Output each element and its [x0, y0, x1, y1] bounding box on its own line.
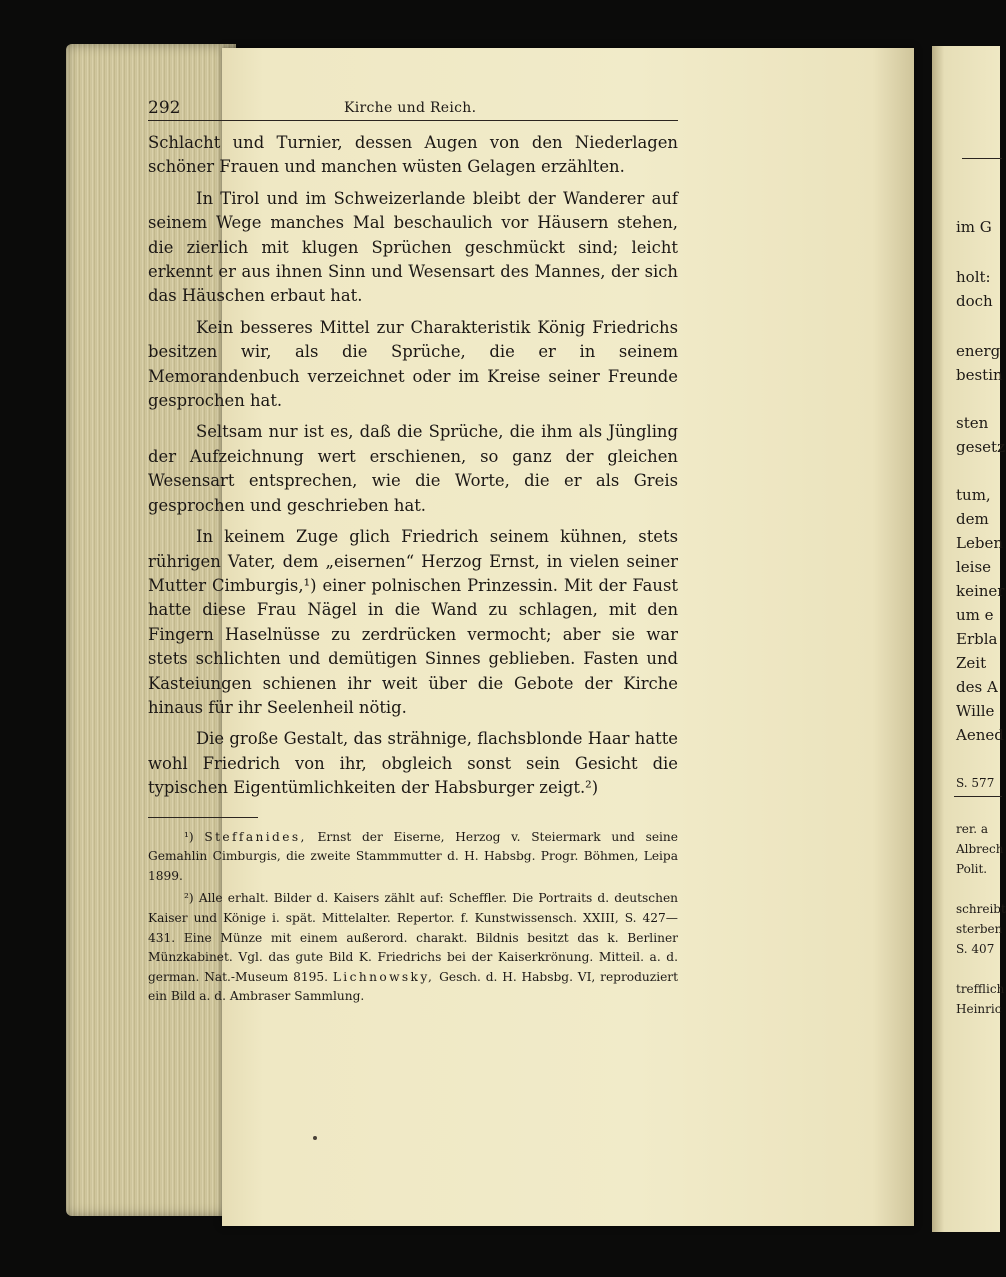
footnote-1 [148, 828, 678, 887]
footnote-text: Alle erhalt. Bilder d. Kaisers zählt auf: Scheffler. Die Portraits d. deutschen Kaiser und Könige i. spät. Mittelalter. Repertor. f. Kunstwissensch. XXIII, S. 427—431. Eine Münze mit einem außerord. charakt. Bildnis besitzt das k. Berliner Münzkabinet. Vgl. das gute Bild K. Friedrichs bei der Kaiserkrönung. Mitteil. a. d. german. Nat.-Museum 8195. [148, 891, 679, 984]
page-content [148, 88, 678, 1010]
facing-page-text: sten [956, 414, 989, 432]
ink-speck [313, 1136, 317, 1140]
facing-page-text: Heinric [956, 1002, 1002, 1016]
footnote-author: Lichnowsky, [332, 969, 435, 984]
facing-page-text: Polit. [956, 862, 988, 876]
facing-page-text: gesetz [956, 438, 1005, 456]
facing-page-text: schreibt [956, 902, 1006, 916]
facing-page-text: Erbla [956, 630, 998, 648]
paragraph: In Tirol und im Schweizerlande bleibt der Wanderer auf seinem Wege manches Mal beschaulich vor Häusern stehen, die zierlich mit klugen Sprüchen geschmückt sind; leicht erkennt er aus ihnen Sinn und Wesensart des Mannes, der sich das Häuschen erbaut hat. [148, 188, 678, 306]
paragraph: In keinem Zuge glich Friedrich seinem kühnen, stets rührigen Vater, dem „eisernen“ Herzog Ernst, in vielen seiner Mutter Cimburgis,¹) einer polnischen Prinzessin. Mit der Faust hatte diese Frau Nägel in die Wand zu schlagen, mit den Fingern Haselnüsse zu zerdrücken vermocht; aber sie war stets schlichten und demütigen Sinnes geblieben. Fasten und Kasteiungen schienen ihr weit über die Gebote der Kirche hinaus für ihr Seelenheil nötig. [148, 527, 678, 717]
facing-page-text: im G [956, 218, 992, 236]
facing-page-text: energ [956, 342, 1001, 360]
facing-page-text: Leben [956, 534, 1003, 552]
footnote-text: Ernst der Eiserne, Herzog v. Steiermark und seine Gemahlin Cimburgis, die zweite Stammmutter d. H. Habsbg. Progr. Böhmen, Leipa 1899. [148, 829, 678, 883]
paragraph: Die große Gestalt, das strähnige, flachsblonde Haar hatte wohl Friedrich von ihr, obgleich sonst sein Gesicht die typischen Eigentümlichkeiten der Habsburger zeigt.²) [148, 729, 678, 798]
paragraph: Schlacht und Turnier, dessen Augen von den Niederlagen schöner Frauen und manchen wüsten Gelagen erzählten. [148, 133, 678, 177]
facing-page-footnote-rule [954, 796, 1002, 797]
facing-page-text: trefflich [956, 982, 1005, 996]
facing-page-text: um e [956, 606, 994, 624]
running-head: Kirche und Reich. [344, 100, 477, 116]
facing-page-text: leise [956, 558, 992, 576]
footnote-rule [148, 817, 258, 818]
facing-page-text: S. 407 [956, 942, 995, 956]
body-text [148, 131, 678, 801]
paragraph: Kein besseres Mittel zur Charakteristik König Friedrichs besitzen wir, als die Sprüche, die er in seinem Memorandenbuch verzeichnet oder im Kreise seiner Freunde gesprochen hat. [148, 317, 678, 411]
footnote-text: Gesch. d. H. Habsbg. VI, reproduziert ein Bild a. d. Ambraser Sammlung. [148, 969, 679, 1004]
facing-page-text: Wille [956, 702, 995, 720]
facing-page-text: bestin [956, 366, 1003, 384]
facing-page-text: des A [956, 678, 998, 696]
footnotes [148, 828, 678, 1007]
facing-page-text: doch [956, 292, 993, 310]
facing-page-header-rule [962, 158, 1002, 159]
facing-page-text: tum, [956, 486, 991, 504]
footnote-2 [148, 889, 678, 1007]
footnote-marker: ¹) [184, 829, 194, 844]
facing-page-text: rer. a [956, 822, 989, 836]
facing-page-text: keiner [956, 582, 1005, 600]
facing-page-text: Zeit [956, 654, 987, 672]
footnote-author: Steffanides, [204, 829, 307, 844]
facing-page-fragment [932, 46, 1006, 1232]
page-header [148, 88, 678, 121]
facing-page-text: holt: [956, 268, 991, 286]
facing-page-text: S. 577 [956, 776, 995, 790]
paragraph: Seltsam nur ist es, daß die Sprüche, die ihm als Jüngling der Aufzeichnung wert erschienen, so ganz der gleichen Wesensart entsprechen, wie die Worte, die er als Greis gesprochen und geschrieben hat. [148, 422, 678, 515]
facing-page-text: Aened [956, 726, 1004, 744]
facing-page-text: sterben [956, 922, 1003, 936]
facing-page-text: Albrech [956, 842, 1004, 856]
page-number: 292 [148, 98, 181, 118]
footnote-marker: ²) [184, 891, 194, 906]
facing-page-text: dem [956, 510, 989, 528]
